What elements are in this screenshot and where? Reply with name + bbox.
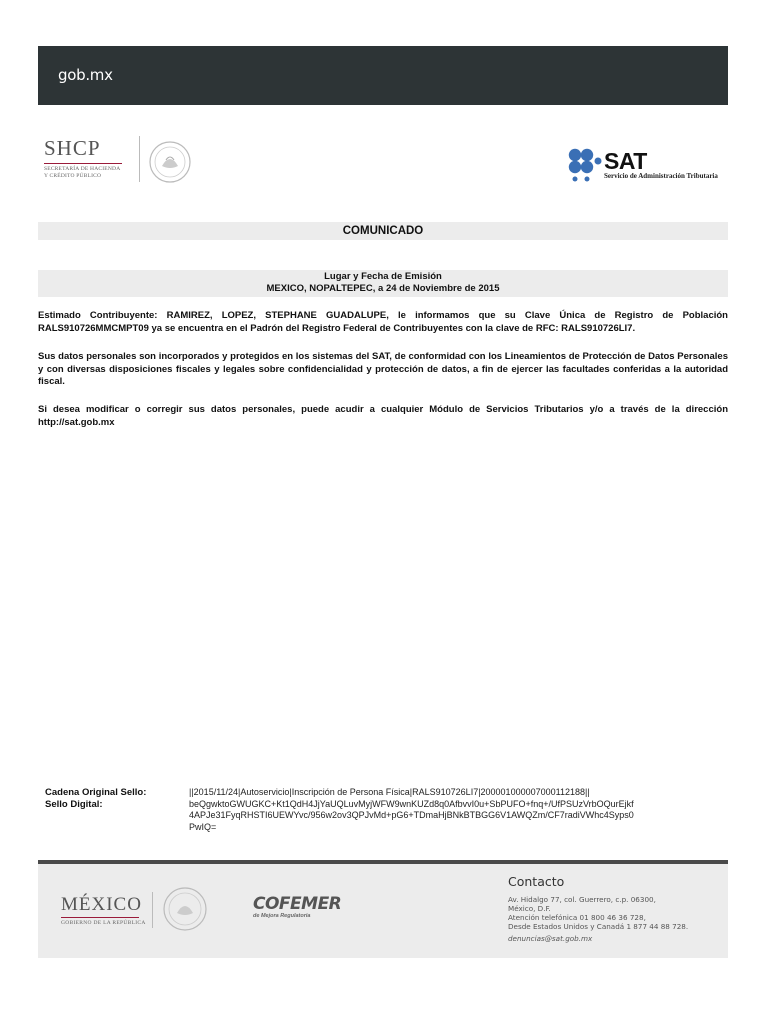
contact-phone-1: Atención telefónica 01 800 46 36 728, bbox=[508, 913, 646, 922]
national-seal-icon bbox=[148, 140, 192, 184]
paragraph-privacy: Sus datos personales son incorporados y protegidos en los sistemas del SAT, de conformidad con los Lineamientos de Protección de Datos Personales y con diversas disposiciones fiscales y legales sobre confidencialidad y protección de datos, a fin de ejercer las facultades conferidas a la autoridad fiscal. bbox=[38, 351, 728, 387]
chain-original-value: ||2015/11/24|Autoservicio|Inscripción de Persona Física|RALS910726LI7|200001000007000112188|| bbox=[189, 787, 590, 797]
sat-logo-subtitle: Servicio de Administración Tributaria bbox=[604, 172, 718, 180]
digital-seal-line-1: beQgwktoGWUGKC+Kt1QdH4JjYaUQLuvMyjWFW9wnKUZd8q0AfbvvI0u+SbPUFO+fnq+/UfPSUzVrbOQurEjkf bbox=[189, 798, 634, 809]
footer-seal-icon bbox=[162, 886, 208, 932]
gob-mx-logo[interactable]: gob.mx bbox=[58, 66, 113, 84]
sat-logo bbox=[568, 148, 728, 182]
mexico-logo-rule bbox=[61, 917, 139, 918]
contact-address-1: Av. Hidalgo 77, col. Guerrero, c.p. 06300, bbox=[508, 895, 656, 904]
paragraph-modify-data: Si desea modificar o corregir sus datos personales, puede acudir a cualquier Módulo de Servicios Tributarios y/o a través de la dirección http://sat.gob.mx bbox=[38, 404, 728, 428]
chain-original-label: Cadena Original Sello: bbox=[45, 787, 147, 798]
shcp-logo-rule bbox=[44, 163, 122, 164]
contact-phone-2: Desde Estados Unidos y Canadá 1 877 44 88 728. bbox=[508, 922, 689, 931]
digital-seal-line-3: PwIQ= bbox=[189, 821, 217, 832]
contact-title: Contacto bbox=[508, 874, 565, 889]
place-date-band bbox=[38, 270, 728, 297]
seal-labels bbox=[45, 787, 185, 810]
contact-email-link[interactable]: denuncias@sat.gob.mx bbox=[508, 934, 593, 943]
document-title: COMUNICADO bbox=[38, 222, 728, 240]
cofemer-logo bbox=[253, 894, 342, 926]
shcp-logo-title: SHCP bbox=[44, 136, 101, 160]
contact-address-2: México, D.F. bbox=[508, 904, 551, 913]
mexico-logo-title: MÉXICO bbox=[61, 894, 142, 915]
logo-divider bbox=[139, 136, 140, 182]
shcp-logo-subtitle-2: Y CRÉDITO PÚBLICO bbox=[44, 173, 102, 179]
place-date-label: Lugar y Fecha de Emisión bbox=[324, 271, 442, 282]
digital-seal-line-2: 4APJe31FyqRHSTI6UEWYvc/956w2ov3QPJvMd+pG6+TDmaHjBNkBTBGG6V1AWQZm/CF7radiVWhc4Syps0 bbox=[189, 810, 634, 820]
agency-logos bbox=[38, 120, 728, 200]
footer-logo-divider bbox=[152, 892, 153, 928]
seal-values bbox=[189, 787, 725, 833]
shcp-logo-subtitle-1: SECRETARÍA DE HACIENDA bbox=[44, 166, 121, 172]
place-date-value: MEXICO, NOPALTEPEC, a 24 de Noviembre de 2015 bbox=[266, 283, 500, 294]
cofemer-logo-title: COFEMER bbox=[253, 894, 342, 914]
paragraph-registration: Estimado Contribuyente: RAMIREZ, LOPEZ, STEPHANE GUADALUPE, le informamos que su Clave Única de Registro de Población RALS910726MMCMPT09 ya se encuentra en el Padrón del Registro Federal de Contribuyentes con la clave de RFC: RALS910726LI7. bbox=[38, 310, 728, 334]
digital-seal-label: Sello Digital: bbox=[45, 798, 103, 810]
mexico-logo bbox=[61, 894, 146, 926]
footer bbox=[38, 864, 728, 958]
sat-logo-title: SAT bbox=[604, 148, 647, 174]
cofemer-logo-subtitle: de Mejora Regulatoria bbox=[253, 913, 311, 919]
sat-dots-icon bbox=[568, 148, 602, 182]
gob-header-bar bbox=[38, 46, 728, 105]
contact-block bbox=[508, 874, 723, 943]
shcp-logo bbox=[44, 136, 134, 180]
mexico-logo-subtitle: GOBIERNO DE LA REPÚBLICA bbox=[61, 920, 146, 926]
